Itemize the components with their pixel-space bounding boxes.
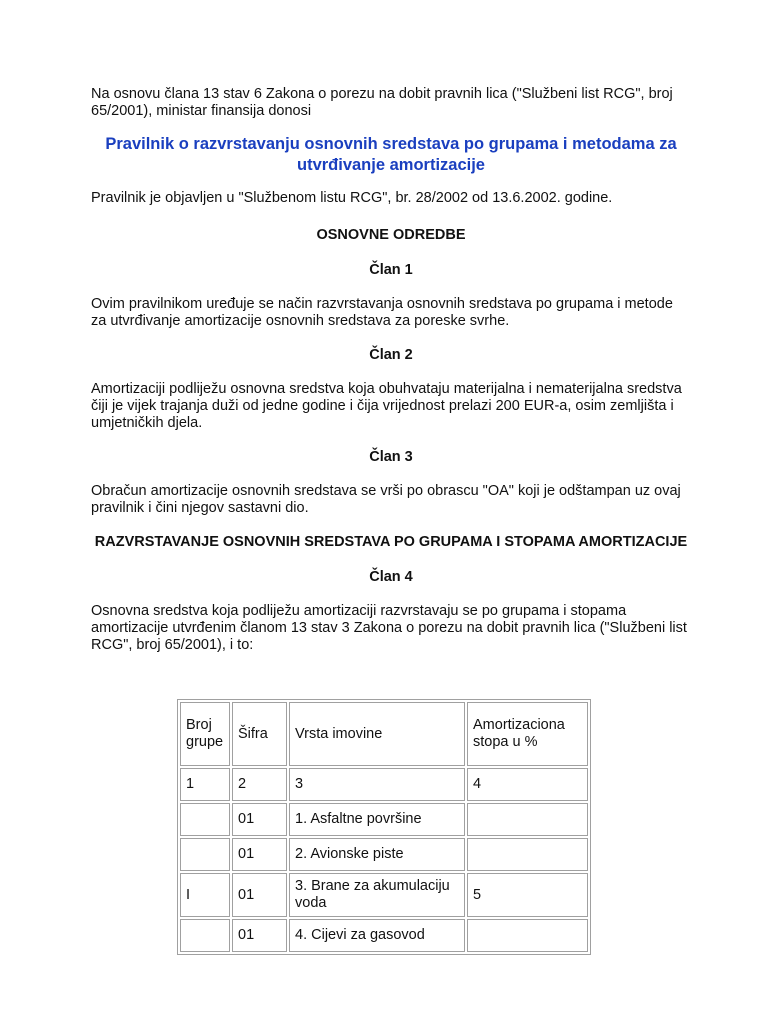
publication-note: Pravilnik je objavljen u "Službenom listu RCG", br. 28/2002 od 13.6.2002. godine. (91, 190, 613, 206)
table-cell: 3 (289, 768, 465, 801)
section-heading-general: OSNOVNE ODREDBE (316, 227, 466, 243)
article-heading: Član 4 (369, 569, 413, 585)
article-heading: Član 3 (369, 449, 413, 465)
asset-group-table (177, 699, 591, 955)
article-text: Amortizaciji podliježu osnovna sredstva koja obuhvataju materijalna i nematerijalna sredstva čiji je vijek trajanja duži od jedne godine i čija vrijednost prelazi 200 EUR-a, osim zemljišta i umjetničkih djela. (91, 381, 682, 431)
table-cell: 01 (232, 919, 287, 952)
table-header-row (180, 702, 588, 766)
article-text: Ovim pravilnikom uređuje se način razvrstavanja osnovnih sredstava po grupama i metode za utvrđivanje amortizacije osnovnih sredstava za poreske svrhe. (91, 296, 673, 329)
table-cell (467, 803, 588, 836)
depreciation-table (177, 699, 591, 955)
table-cell (467, 919, 588, 952)
header-asset-type: Vrsta imovine (289, 702, 465, 766)
document-title: Pravilnik o razvrstavanju osnovnih sredstava po grupama i metodama za utvrđivanje amortizacije (105, 135, 677, 174)
document-body (91, 86, 691, 671)
table-cell (467, 838, 588, 871)
table-cell (180, 919, 230, 952)
table-row (180, 768, 588, 801)
table-cell: 2 (232, 768, 287, 801)
section-heading-classification: RAZVRSTAVANJE OSNOVNIH SREDSTAVA PO GRUPAMA I STOPAMA AMORTIZACIJE (94, 534, 688, 550)
header-code: Šifra (232, 702, 287, 766)
table-row (180, 803, 588, 836)
table-cell: 2. Avionske piste (289, 838, 465, 871)
table-cell: 4. Cijevi za gasovod (289, 919, 465, 952)
article-heading: Član 2 (369, 347, 413, 363)
table-row (180, 919, 588, 952)
intro-paragraph: Na osnovu člana 13 stav 6 Zakona o porezu na dobit pravnih lica ("Službeni list RCG", broj 65/2001), ministar finansija donosi (91, 86, 673, 119)
header-rate: Amortizaciona stopa u % (467, 702, 588, 766)
table-cell (180, 803, 230, 836)
table-cell: 01 (232, 838, 287, 871)
table-cell: I (180, 873, 230, 917)
table-cell: 3. Brane za akumulaciju voda (289, 873, 465, 917)
article-text: Osnovna sredstva koja podliježu amortizaciji razvrstavaju se po grupama i stopama amortizacije utvrđenim članom 13 stav 3 Zakona o porezu na dobit pravnih lica ("Službeni list RCG", broj 65/2001), i to: (91, 603, 687, 653)
table-cell: 1 (180, 768, 230, 801)
table-cell: 01 (232, 873, 287, 917)
table-cell (180, 838, 230, 871)
header-group-number: Broj grupe (180, 702, 230, 766)
table-row (180, 873, 588, 917)
table-cell: 01 (232, 803, 287, 836)
table-row (180, 838, 588, 871)
table-cell: 4 (467, 768, 588, 801)
table-cell: 1. Asfaltne površine (289, 803, 465, 836)
table-cell: 5 (467, 873, 588, 917)
article-heading: Član 1 (369, 262, 413, 278)
article-text: Obračun amortizacije osnovnih sredstava se vrši po obrascu "OA" koji je odštampan uz ovaj pravilnik i čini njegov sastavni dio. (91, 483, 681, 516)
